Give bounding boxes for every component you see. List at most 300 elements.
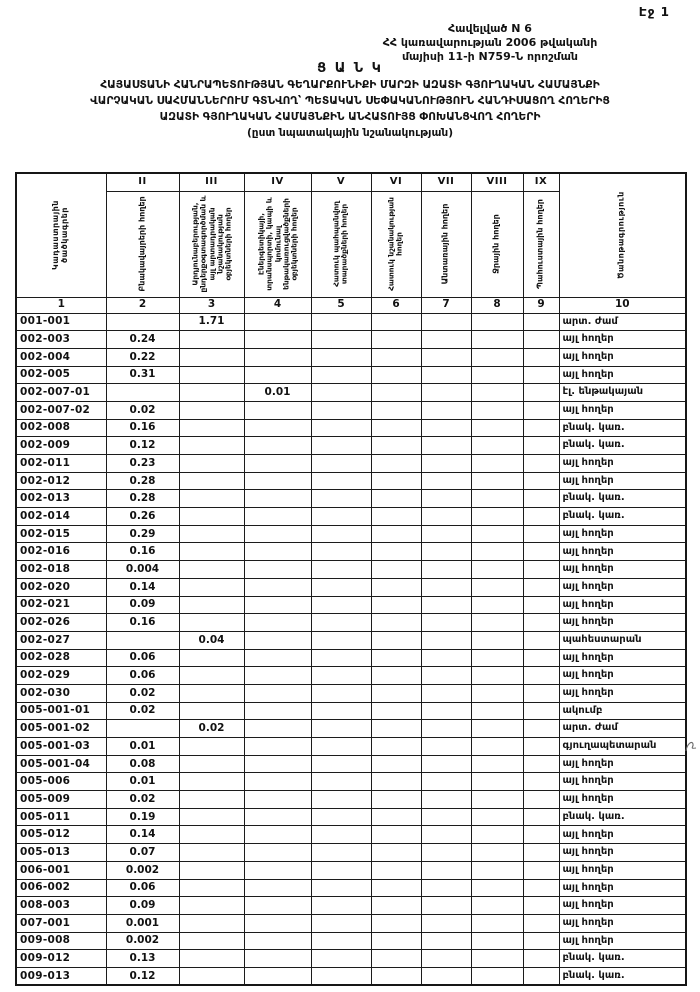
note-cell: այլ հողեր: [559, 614, 686, 632]
area-value-cell-col3: [179, 967, 244, 985]
area-value-cell-col8: [471, 384, 523, 402]
area-value-cell-col8: [471, 614, 523, 632]
area-value-cell-col9: [523, 702, 559, 720]
area-value-cell-col3: [179, 897, 244, 915]
table-row: [16, 773, 686, 791]
area-value-cell-col3: [179, 578, 244, 596]
area-value-cell-col8: [471, 313, 523, 331]
area-value-cell-col8: [471, 950, 523, 968]
area-value-cell-col5: [311, 366, 371, 384]
area-value-cell-col4: [244, 932, 311, 950]
note-cell: այլ հողեր: [559, 844, 686, 862]
note-cell: այլ հողեր: [559, 897, 686, 915]
header-industrial-lands-label: Արդյունաբերության, ընդերքօգտագործման և այլ արտադրական նշանակության օբյեկտների հողեր: [189, 195, 232, 293]
area-value-cell-col5: [311, 331, 371, 349]
area-value-cell-col7: [421, 313, 471, 331]
area-value-cell-col6: [371, 684, 421, 702]
area-value-cell-col2: 0.001: [106, 914, 179, 932]
cadastral-code-cell: 002-014: [16, 508, 106, 526]
area-value-cell-col8: [471, 667, 523, 685]
document-title-block: [0, 61, 700, 139]
table-body: [16, 313, 686, 985]
area-value-cell-col9: [523, 561, 559, 579]
area-value-cell-col4: [244, 525, 311, 543]
area-value-cell-col6: [371, 861, 421, 879]
area-value-cell-col3: [179, 401, 244, 419]
area-value-cell-col7: [421, 331, 471, 349]
cadastral-code-cell: 002-013: [16, 490, 106, 508]
area-value-cell-col2: 0.22: [106, 348, 179, 366]
table-row: [16, 543, 686, 561]
table-row: [16, 313, 686, 331]
area-value-cell-col2: 0.16: [106, 543, 179, 561]
area-value-cell-col7: [421, 897, 471, 915]
area-value-cell-col6: [371, 720, 421, 738]
col-num-5: 5: [311, 297, 371, 313]
area-value-cell-col8: [471, 596, 523, 614]
area-value-cell-col5: [311, 596, 371, 614]
area-value-cell-col6: [371, 879, 421, 897]
area-value-cell-col2: 0.06: [106, 649, 179, 667]
header-forest-lands-label: Անտառային հողեր: [440, 203, 450, 285]
area-value-cell-col6: [371, 702, 421, 720]
area-value-cell-col6: [371, 596, 421, 614]
note-cell: այլ հողեր: [559, 578, 686, 596]
area-value-cell-col4: [244, 401, 311, 419]
area-value-cell-col6: [371, 773, 421, 791]
area-value-cell-col5: [311, 720, 371, 738]
area-value-cell-col9: [523, 897, 559, 915]
area-value-cell-col4: [244, 455, 311, 473]
area-value-cell-col4: [244, 348, 311, 366]
title-subtitle: (ըստ նպատակային նշանակության): [246, 126, 454, 139]
area-value-cell-col4: [244, 684, 311, 702]
area-value-cell-col4: [244, 366, 311, 384]
area-value-cell-col7: [421, 455, 471, 473]
cadastral-code-cell: 007-001: [16, 914, 106, 932]
area-value-cell-col2: 0.13: [106, 950, 179, 968]
area-value-cell-col2: 0.14: [106, 826, 179, 844]
header-water-lands-label: Ջրային հողեր: [491, 214, 501, 274]
cadastral-code-cell: 002-003: [16, 331, 106, 349]
area-value-cell-col2: 0.02: [106, 791, 179, 809]
area-value-cell-col4: 0.01: [244, 384, 311, 402]
area-value-cell-col6: [371, 472, 421, 490]
note-cell: այլ հողեր: [559, 914, 686, 932]
table-row: [16, 348, 686, 366]
area-value-cell-col8: [471, 631, 523, 649]
area-value-cell-col4: [244, 773, 311, 791]
area-value-cell-col5: [311, 791, 371, 809]
area-value-cell-col4: [244, 561, 311, 579]
document-heading: Ց Ա Ն Կ: [317, 61, 383, 76]
area-value-cell-col2: [106, 384, 179, 402]
area-value-cell-col7: [421, 561, 471, 579]
table-row: [16, 932, 686, 950]
area-value-cell-col6: [371, 490, 421, 508]
area-value-cell-col2: 0.08: [106, 755, 179, 773]
area-value-cell-col8: [471, 773, 523, 791]
table-row: [16, 561, 686, 579]
area-value-cell-col8: [471, 932, 523, 950]
area-value-cell-col5: [311, 702, 371, 720]
area-value-cell-col3: [179, 525, 244, 543]
appendix-decree-line1: ՀՀ կառավարության 2006 թվականի: [382, 35, 598, 49]
table-row: [16, 738, 686, 756]
area-value-cell-col2: [106, 631, 179, 649]
area-value-cell-col3: [179, 808, 244, 826]
area-value-cell-col7: [421, 348, 471, 366]
note-cell: այլ հողեր: [559, 826, 686, 844]
cadastral-code-cell: 002-016: [16, 543, 106, 561]
header-cadastral-codes-label: Կադաստրային ծածկագրեր: [51, 200, 70, 271]
table-row: [16, 808, 686, 826]
cadastral-code-cell: 002-009: [16, 437, 106, 455]
col-num-4: 4: [244, 297, 311, 313]
area-value-cell-col6: [371, 508, 421, 526]
area-value-cell-col2: 0.12: [106, 967, 179, 985]
area-value-cell-col4: [244, 861, 311, 879]
table-row: [16, 879, 686, 897]
note-cell: բնակ. կառ.: [559, 808, 686, 826]
area-value-cell-col7: [421, 596, 471, 614]
area-value-cell-col8: [471, 525, 523, 543]
area-value-cell-col9: [523, 808, 559, 826]
area-value-cell-col9: [523, 437, 559, 455]
area-value-cell-col4: [244, 437, 311, 455]
note-cell: այլ հողեր: [559, 684, 686, 702]
title-line-1: ՀԱՅԱՍՏԱՆԻ ՀԱՆՐԱՊԵՏՈՒԹՅԱՆ ԳԵՂԱՐՔՈՒՆԻՔԻ ՄԱՐԶԻ ԱԶԱՏԻ ԳՅՈՒՂԱԿԱՆ ՀԱՄԱՅՆՔԻ: [100, 79, 600, 91]
table-row: [16, 844, 686, 862]
area-value-cell-col4: [244, 543, 311, 561]
roman-numeral-row: [16, 173, 686, 191]
cadastral-code-cell: 001-001: [16, 313, 106, 331]
area-value-cell-col6: [371, 543, 421, 561]
col-num-3: 3: [179, 297, 244, 313]
area-value-cell-col4: [244, 667, 311, 685]
area-value-cell-col2: 0.06: [106, 879, 179, 897]
area-value-cell-col3: [179, 455, 244, 473]
area-value-cell-col7: [421, 967, 471, 985]
area-value-cell-col5: [311, 313, 371, 331]
area-value-cell-col2: 0.16: [106, 419, 179, 437]
table-row: [16, 702, 686, 720]
area-value-cell-col8: [471, 861, 523, 879]
area-value-cell-col5: [311, 861, 371, 879]
note-cell: այլ հողեր: [559, 366, 686, 384]
area-value-cell-col9: [523, 508, 559, 526]
header-residential-lands: [106, 191, 179, 297]
area-value-cell-col3: [179, 490, 244, 508]
area-value-cell-col8: [471, 808, 523, 826]
area-value-cell-col2: 0.24: [106, 331, 179, 349]
area-value-cell-col7: [421, 508, 471, 526]
cadastral-code-cell: 002-005: [16, 366, 106, 384]
area-value-cell-col3: [179, 472, 244, 490]
col-num-8: 8: [471, 297, 523, 313]
area-value-cell-col5: [311, 348, 371, 366]
header-water-lands: [471, 191, 523, 297]
note-cell: այլ հողեր: [559, 525, 686, 543]
area-value-cell-col4: [244, 826, 311, 844]
area-value-cell-col5: [311, 543, 371, 561]
area-value-cell-col8: [471, 401, 523, 419]
area-value-cell-col5: [311, 525, 371, 543]
area-value-cell-col5: [311, 437, 371, 455]
area-value-cell-col8: [471, 455, 523, 473]
header-infrastructure-lands: [244, 191, 311, 297]
area-value-cell-col5: [311, 773, 371, 791]
area-value-cell-col7: [421, 932, 471, 950]
cadastral-code-cell: 002-007-02: [16, 401, 106, 419]
table-row: [16, 684, 686, 702]
area-value-cell-col9: [523, 596, 559, 614]
col-num-10: 10: [559, 297, 686, 313]
area-value-cell-col2: 0.14: [106, 578, 179, 596]
area-value-cell-col4: [244, 844, 311, 862]
area-value-cell-col7: [421, 525, 471, 543]
cadastral-code-cell: 002-029: [16, 667, 106, 685]
table-row: [16, 401, 686, 419]
header-residential-lands-label: Բնակավայրերի հողեր: [137, 196, 147, 292]
note-cell: այլ հողեր: [559, 331, 686, 349]
area-value-cell-col4: [244, 950, 311, 968]
area-value-cell-col7: [421, 472, 471, 490]
area-value-cell-col2: 0.09: [106, 897, 179, 915]
area-value-cell-col5: [311, 472, 371, 490]
cadastral-code-cell: 009-013: [16, 967, 106, 985]
area-value-cell-col8: [471, 844, 523, 862]
note-cell: այլ հողեր: [559, 543, 686, 561]
area-value-cell-col7: [421, 419, 471, 437]
note-cell: բնակ. կառ.: [559, 437, 686, 455]
note-cell: այլ հողեր: [559, 472, 686, 490]
area-value-cell-col7: [421, 684, 471, 702]
area-value-cell-col8: [471, 543, 523, 561]
area-value-cell-col4: [244, 720, 311, 738]
note-cell: այլ հողեր: [559, 455, 686, 473]
area-value-cell-col5: [311, 914, 371, 932]
area-value-cell-col6: [371, 808, 421, 826]
area-value-cell-col9: [523, 472, 559, 490]
cadastral-code-cell: 002-021: [16, 596, 106, 614]
area-value-cell-col3: 0.04: [179, 631, 244, 649]
note-cell: այլ հողեր: [559, 348, 686, 366]
roman-VI: VI: [371, 173, 421, 191]
area-value-cell-col5: [311, 684, 371, 702]
area-value-cell-col6: [371, 844, 421, 862]
cadastral-code-cell: 009-008: [16, 932, 106, 950]
area-value-cell-col3: [179, 649, 244, 667]
area-value-cell-col8: [471, 879, 523, 897]
area-value-cell-col3: [179, 366, 244, 384]
area-value-cell-col9: [523, 861, 559, 879]
area-value-cell-col4: [244, 808, 311, 826]
area-value-cell-col6: [371, 950, 421, 968]
cadastral-code-cell: 002-020: [16, 578, 106, 596]
header-special-purpose-lands-label: Հատուկ նշանակության հողեր: [386, 197, 404, 291]
note-cell: արտ. ժամ: [559, 313, 686, 331]
area-value-cell-col8: [471, 561, 523, 579]
note-cell: այլ հողեր: [559, 561, 686, 579]
area-value-cell-col7: [421, 826, 471, 844]
area-value-cell-col5: [311, 490, 371, 508]
area-value-cell-col7: [421, 914, 471, 932]
area-value-cell-col3: [179, 508, 244, 526]
area-value-cell-col6: [371, 897, 421, 915]
area-value-cell-col8: [471, 914, 523, 932]
area-value-cell-col4: [244, 313, 311, 331]
area-value-cell-col7: [421, 950, 471, 968]
area-value-cell-col4: [244, 631, 311, 649]
area-value-cell-col9: [523, 419, 559, 437]
roman-V: V: [311, 173, 371, 191]
cadastral-code-cell: 002-008: [16, 419, 106, 437]
area-value-cell-col6: [371, 667, 421, 685]
handwritten-pen-mark: [684, 738, 698, 754]
area-value-cell-col8: [471, 437, 523, 455]
table-row: [16, 826, 686, 844]
area-value-cell-col8: [471, 649, 523, 667]
area-value-cell-col5: [311, 649, 371, 667]
area-value-cell-col3: [179, 914, 244, 932]
area-value-cell-col7: [421, 578, 471, 596]
table-row: [16, 455, 686, 473]
area-value-cell-col9: [523, 773, 559, 791]
area-value-cell-col2: 0.23: [106, 455, 179, 473]
area-value-cell-col6: [371, 967, 421, 985]
cadastral-code-cell: 005-011: [16, 808, 106, 826]
area-value-cell-col4: [244, 879, 311, 897]
cadastral-code-cell: 006-001: [16, 861, 106, 879]
roman-IV: IV: [244, 173, 311, 191]
area-value-cell-col4: [244, 649, 311, 667]
appendix-reference-block: [290, 22, 690, 63]
area-value-cell-col9: [523, 490, 559, 508]
note-cell: այլ հողեր: [559, 879, 686, 897]
header-reserve-lands-label: Պահուստային հողեր: [535, 199, 545, 289]
header-reserve-lands: [523, 191, 559, 297]
header-protected-lands-label: Հատուկ պահպանվող տարածքների հողեր: [331, 201, 349, 287]
cadastral-code-cell: 002-026: [16, 614, 106, 632]
area-value-cell-col2: 0.19: [106, 808, 179, 826]
area-value-cell-col3: [179, 755, 244, 773]
table-row: [16, 649, 686, 667]
area-value-cell-col9: [523, 331, 559, 349]
header-protected-lands: [311, 191, 371, 297]
roman-VIII: VIII: [471, 173, 523, 191]
area-value-cell-col3: [179, 561, 244, 579]
area-value-cell-col6: [371, 914, 421, 932]
table-row: [16, 472, 686, 490]
area-value-cell-col3: [179, 791, 244, 809]
note-cell: բնակ. կառ.: [559, 950, 686, 968]
area-value-cell-col3: [179, 950, 244, 968]
roman-II: II: [106, 173, 179, 191]
area-value-cell-col4: [244, 508, 311, 526]
cadastral-code-cell: 005-012: [16, 826, 106, 844]
area-value-cell-col4: [244, 702, 311, 720]
table-row: [16, 437, 686, 455]
page-number-label: Էջ 1: [638, 5, 670, 19]
area-value-cell-col6: [371, 649, 421, 667]
area-value-cell-col6: [371, 578, 421, 596]
area-value-cell-col9: [523, 738, 559, 756]
area-value-cell-col2: [106, 720, 179, 738]
area-value-cell-col9: [523, 649, 559, 667]
area-value-cell-col5: [311, 667, 371, 685]
note-cell: այլ հողեր: [559, 755, 686, 773]
area-value-cell-col3: [179, 861, 244, 879]
area-value-cell-col6: [371, 419, 421, 437]
area-value-cell-col4: [244, 472, 311, 490]
area-value-cell-col6: [371, 932, 421, 950]
area-value-cell-col6: [371, 614, 421, 632]
area-value-cell-col7: [421, 720, 471, 738]
area-value-cell-col2: 0.07: [106, 844, 179, 862]
cadastral-code-cell: 005-001-02: [16, 720, 106, 738]
note-cell: այլ հողեր: [559, 667, 686, 685]
note-cell: այլ հողեր: [559, 401, 686, 419]
note-cell: գյուղապետարան: [559, 738, 686, 756]
area-value-cell-col5: [311, 614, 371, 632]
area-value-cell-col7: [421, 614, 471, 632]
area-value-cell-col8: [471, 897, 523, 915]
area-value-cell-col8: [471, 490, 523, 508]
area-value-cell-col8: [471, 684, 523, 702]
area-value-cell-col4: [244, 331, 311, 349]
area-value-cell-col8: [471, 419, 523, 437]
area-value-cell-col8: [471, 508, 523, 526]
area-value-cell-col2: 0.02: [106, 401, 179, 419]
area-value-cell-col7: [421, 879, 471, 897]
area-value-cell-col7: [421, 844, 471, 862]
area-value-cell-col9: [523, 525, 559, 543]
area-value-cell-col4: [244, 738, 311, 756]
header-remarks: [559, 173, 686, 297]
area-value-cell-col8: [471, 967, 523, 985]
table-row: [16, 384, 686, 402]
area-value-cell-col4: [244, 897, 311, 915]
area-value-cell-col5: [311, 755, 371, 773]
cadastral-code-cell: 005-009: [16, 791, 106, 809]
area-value-cell-col9: [523, 791, 559, 809]
area-value-cell-col8: [471, 702, 523, 720]
area-value-cell-col9: [523, 348, 559, 366]
area-value-cell-col7: [421, 738, 471, 756]
area-value-cell-col5: [311, 455, 371, 473]
cadastral-code-cell: 008-003: [16, 897, 106, 915]
area-value-cell-col5: [311, 967, 371, 985]
cadastral-code-cell: 002-027: [16, 631, 106, 649]
table-row: [16, 861, 686, 879]
area-value-cell-col3: [179, 932, 244, 950]
area-value-cell-col2: 0.004: [106, 561, 179, 579]
area-value-cell-col7: [421, 631, 471, 649]
area-value-cell-col6: [371, 631, 421, 649]
area-value-cell-col3: [179, 437, 244, 455]
area-value-cell-col9: [523, 914, 559, 932]
area-value-cell-col5: [311, 384, 371, 402]
area-value-cell-col2: 0.002: [106, 861, 179, 879]
col-num-6: 6: [371, 297, 421, 313]
area-value-cell-col2: 0.28: [106, 472, 179, 490]
table-row: [16, 967, 686, 985]
table-row: [16, 614, 686, 632]
area-value-cell-col2: 0.01: [106, 738, 179, 756]
note-cell: այլ հողեր: [559, 649, 686, 667]
cadastral-code-cell: 005-001-04: [16, 755, 106, 773]
